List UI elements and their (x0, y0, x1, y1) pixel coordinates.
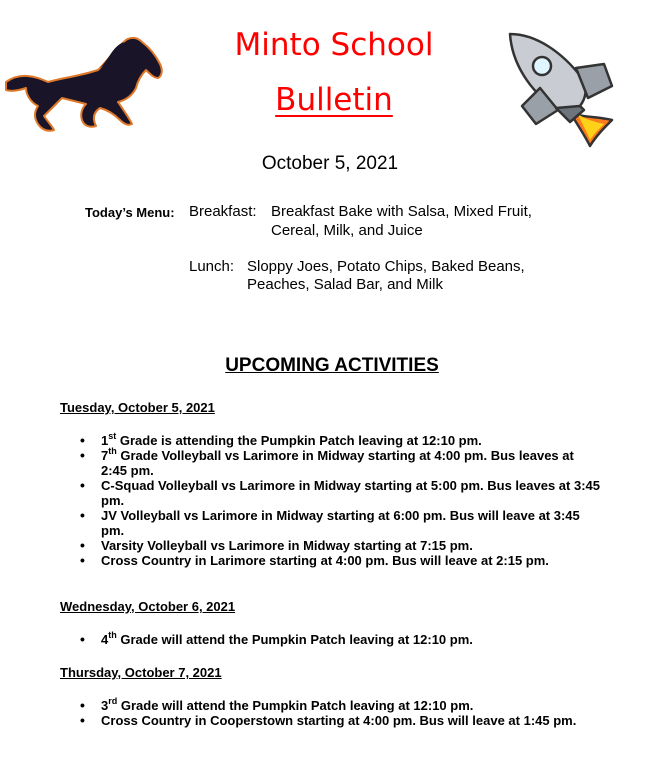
day-heading: Thursday, October 7, 2021 (60, 665, 222, 680)
list-item: • 3rd Grade will attend the Pumpkin Patch leaving at 12:10 pm. (80, 698, 600, 713)
list-item: • JV Volleyball vs Larimore in Midway starting at 6:00 pm. Bus will leave at 3:45 pm. (80, 508, 600, 538)
day-heading: Wednesday, October 6, 2021 (60, 599, 236, 614)
bulletin-title-school: Minto School (234, 27, 434, 63)
list-item: • Varsity Volleyball vs Larimore in Midway starting at 7:15 pm. (80, 538, 600, 553)
list-item: • 7th Grade Volleyball vs Larimore in Midway starting at 4:00 pm. Bus leaves at 2:45 pm. (80, 448, 600, 478)
day-heading: Tuesday, October 5, 2021 (60, 400, 215, 415)
list-item: • C-Squad Volleyball vs Larimore in Midway starting at 5:00 pm. Bus leaves at 3:45 pm. (80, 478, 600, 508)
list-item: • 1st Grade is attending the Pumpkin Patch leaving at 12:10 pm. (80, 433, 600, 448)
list-item: • 4th Grade will attend the Pumpkin Patch leaving at 12:10 pm. (80, 632, 600, 647)
bulletin-date: October 5, 2021 (261, 153, 399, 174)
breakfast-line-1: Breakfast Bake with Salsa, Mixed Fruit, (271, 203, 532, 220)
lunch-line-1: Sloppy Joes, Potato Chips, Baked Beans, (247, 258, 525, 275)
rocket-icon (500, 28, 630, 148)
breakfast-label: Breakfast: (189, 203, 257, 220)
lunch-line-2: Peaches, Salad Bar, and Milk (247, 276, 443, 293)
event-list (80, 430, 600, 568)
event-list (80, 629, 600, 647)
breakfast-line-2: Cereal, Milk, and Juice (271, 222, 423, 239)
list-item: • Cross Country in Larimore starting at 4:00 pm. Bus will leave at 2:15 pm. (80, 553, 600, 568)
menu-label: Today’s Menu: (85, 205, 175, 220)
event-list (80, 695, 600, 728)
mustang-horse-icon (0, 30, 165, 135)
list-item: • Cross Country in Cooperstown starting at 4:00 pm. Bus will leave at 1:45 pm. (80, 713, 600, 728)
bulletin-title: Bulletin (275, 82, 393, 118)
lunch-label: Lunch: (189, 258, 235, 275)
upcoming-activities-heading: UPCOMING ACTIVITIES (225, 355, 439, 376)
